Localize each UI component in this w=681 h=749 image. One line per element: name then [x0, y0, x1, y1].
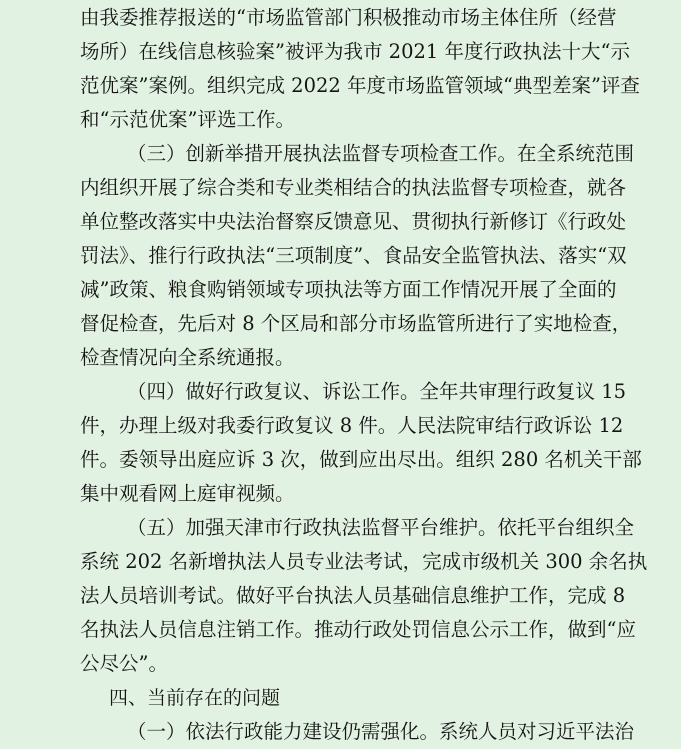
text-line	[0, 205, 681, 239]
text-line	[0, 375, 681, 409]
line-text: 公尽公”。	[80, 652, 168, 675]
line-text: 集中观看网上庭审视频。	[80, 482, 295, 505]
text-line	[0, 69, 681, 103]
line-text: 罚法》、推行行政执法“三项制度”、食品安全监管执法、落实“双	[80, 244, 627, 267]
line-text: （五）加强天津市行政执法监督平台维护。依托平台组织全	[127, 516, 635, 539]
line-text: （四）做好行政复议、诉讼工作。全年共审理行政复议 15	[127, 380, 627, 403]
text-line	[0, 137, 681, 171]
line-text: 法人员培训考试。做好平台执法人员基础信息维护工作，完成 8	[80, 584, 626, 607]
line-text: 场所）在线信息核验案”被评为我市 2021 年度行政执法十大“示	[80, 40, 630, 63]
text-line	[0, 103, 681, 137]
text-line	[0, 511, 681, 545]
text-line	[0, 579, 681, 613]
text-line	[0, 273, 681, 307]
line-text: （一）依法行政能力建设仍需强化。系统人员对习近平法治	[127, 720, 635, 743]
text-line	[0, 545, 681, 579]
line-text: 督促检查，先后对 8 个区局和部分市场监管所进行了实地检查，	[80, 312, 632, 335]
line-text: 件，办理上级对我委行政复议 8 件。人民法院审结行政诉讼 12	[80, 414, 624, 437]
line-text: 检查情况向全系统通报。	[80, 346, 295, 369]
text-line	[0, 613, 681, 647]
line-text: 名执法人员信息注销工作。推动行政处罚信息公示工作，做到“应	[80, 618, 636, 641]
line-text: 减”政策、粮食购销领域专项执法等方面工作情况开展了全面的	[80, 278, 617, 301]
line-text: 和“示范优案”评选工作。	[80, 108, 295, 131]
line-text: 单位整改落实中央法治督察反馈意见、贯彻执行新修订《行政处	[80, 210, 627, 233]
line-text: （三）创新举措开展执法监督专项检查工作。在全系统范围	[127, 142, 635, 165]
text-line	[0, 647, 681, 681]
text-line	[0, 1, 681, 35]
section-heading	[0, 681, 681, 715]
line-text: 由我委推荐报送的“市场监管部门积极推动市场主体住所（经营	[80, 6, 617, 29]
text-line	[0, 477, 681, 511]
text-line	[0, 443, 681, 477]
text-line	[0, 171, 681, 205]
text-line	[0, 35, 681, 69]
line-text: 范优案”案例。组织完成 2022 年度市场监管领域“典型差案”评查	[80, 74, 640, 97]
line-text: 内组织开展了综合类和专业类相结合的执法监督专项检查，就各	[80, 176, 627, 199]
text-line	[0, 307, 681, 341]
section-heading-text: 四、当前存在的问题	[109, 687, 281, 709]
text-line	[0, 341, 681, 375]
text-line	[0, 409, 681, 443]
line-text: 件。委领导出庭应诉 3 次，做到应出尽出。组织 280 名机关干部	[80, 448, 642, 471]
line-text: 系统 202 名新增执法人员专业法考试，完成市级机关 300 余名执	[80, 550, 648, 573]
text-line	[0, 239, 681, 273]
